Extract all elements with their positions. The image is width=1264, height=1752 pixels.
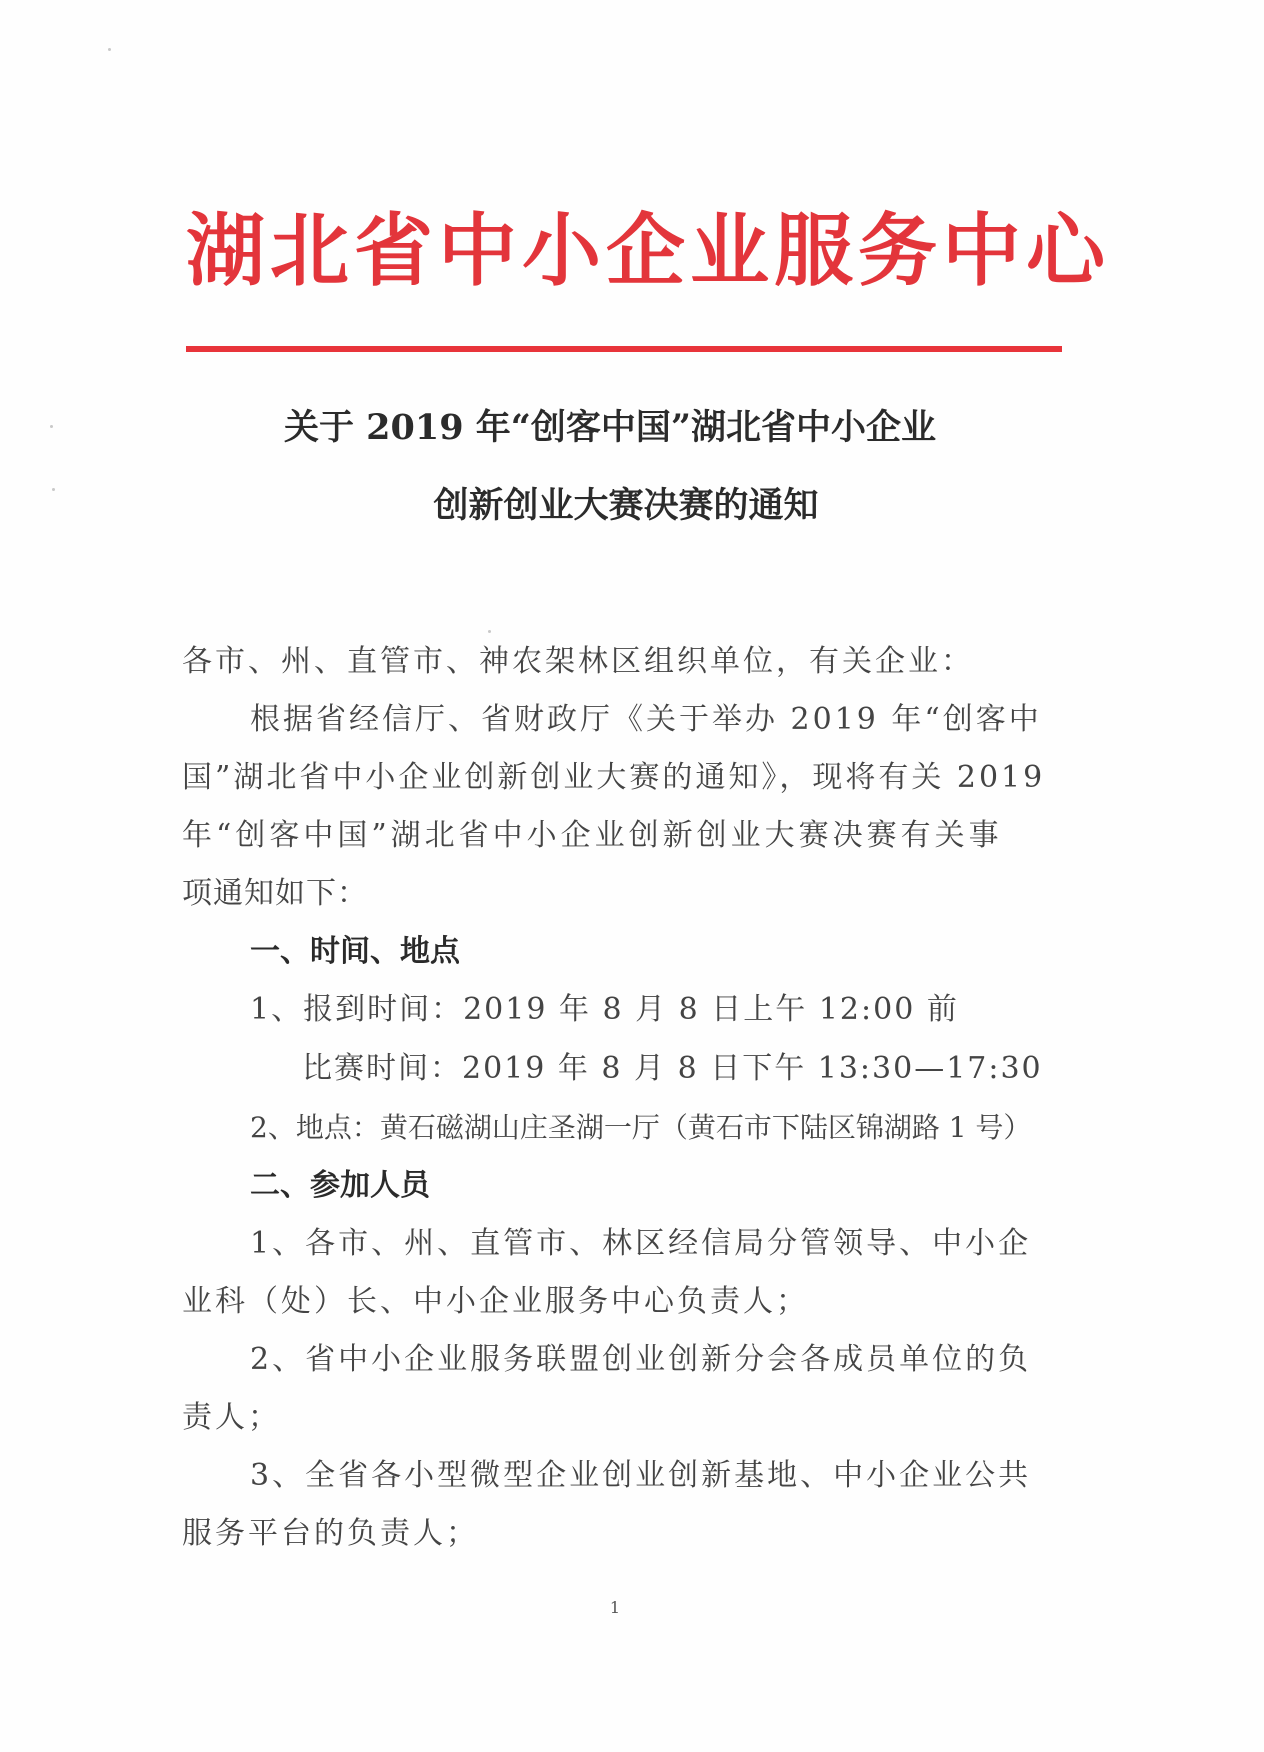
document-title-line-1: 关于 2019 年“创客中国”湖北省中小企业 bbox=[283, 407, 937, 448]
scan-speck bbox=[108, 48, 111, 51]
section-1-item-match-time: 比赛时间：2019 年 8 月 8 日下午 13:30—17:30 bbox=[302, 1051, 1043, 1086]
document-title-line-2: 创新创业大赛决赛的通知 bbox=[433, 485, 819, 526]
intro-line-2: 国”湖北省中小企业创新创业大赛的通知》，现将有关 2019 bbox=[182, 760, 1046, 795]
scan-speck bbox=[488, 630, 491, 633]
section-2-item-2-line-1: 2、省中小企业服务联盟创业创新分会各成员单位的负 bbox=[250, 1342, 1032, 1377]
scan-speck bbox=[50, 425, 53, 428]
page-number: 1 bbox=[609, 1598, 621, 1617]
letterhead-red-rule bbox=[186, 346, 1062, 352]
section-1-heading: 一、时间、地点 bbox=[250, 934, 460, 969]
intro-line-3: 年“创客中国”湖北省中小企业创新创业大赛决赛有关事 bbox=[182, 818, 1003, 853]
section-2-item-1-line-2: 业科（处）长、中小企业服务中心负责人； bbox=[182, 1284, 809, 1319]
addressee-line: 各市、州、直管市、神农架林区组织单位，有关企业： bbox=[182, 644, 974, 679]
scan-speck bbox=[52, 488, 55, 491]
section-1-item-checkin: 1、报到时间：2019 年 8 月 8 日上午 12:00 前 bbox=[250, 992, 959, 1027]
section-2-item-3-line-2: 服务平台的负责人； bbox=[182, 1516, 479, 1551]
section-2-item-1-line-1: 1、各市、州、直管市、林区经信局分管领导、中小企 bbox=[250, 1226, 1032, 1261]
intro-line-4: 项通知如下： bbox=[182, 876, 368, 911]
section-1-item-venue: 2、地点：黄石磁湖山庄圣湖一厅（黄石市下陆区锦湖路 1 号） bbox=[250, 1111, 1032, 1144]
section-2-item-3-line-1: 3、全省各小型微型企业创业创新基地、中小企业公共 bbox=[250, 1458, 1032, 1493]
intro-line-1: 根据省经信厅、省财政厅《关于举办 2019 年“创客中 bbox=[250, 702, 1042, 737]
section-2-item-2-line-2: 责人； bbox=[182, 1400, 281, 1435]
section-2-heading: 二、参加人员 bbox=[250, 1168, 430, 1203]
letterhead-title: 湖北省中小企业服务中心 bbox=[186, 204, 1110, 297]
